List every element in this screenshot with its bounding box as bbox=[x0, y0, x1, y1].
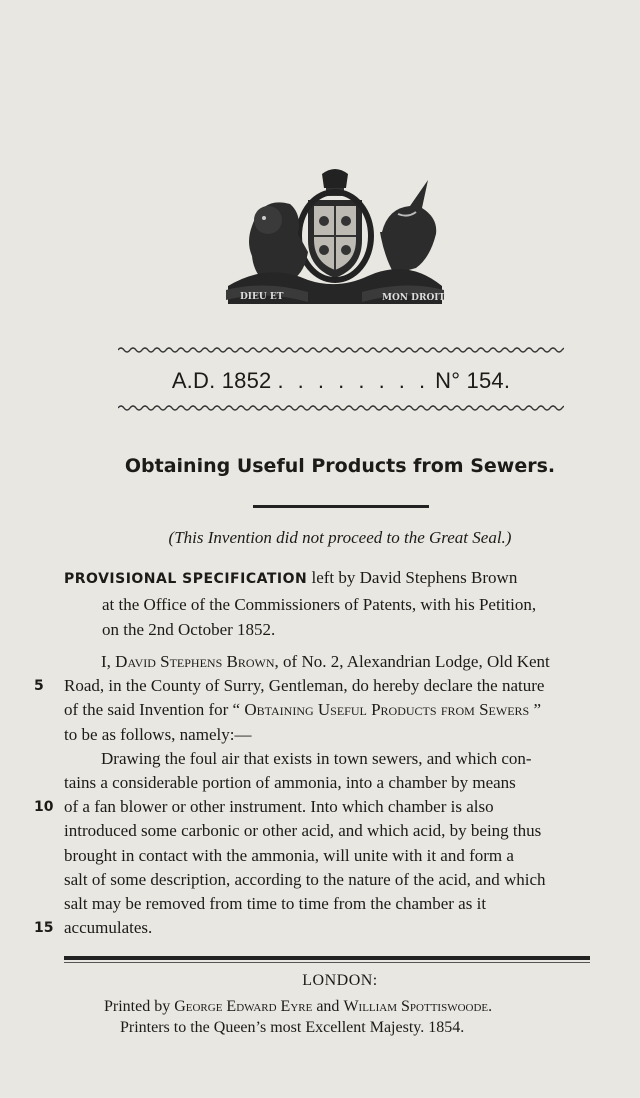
motto-left: DIEU ET bbox=[240, 292, 284, 302]
body-line: salt may be removed from time to time from the chamber as it bbox=[64, 893, 487, 913]
provisional-specification-header bbox=[64, 565, 590, 642]
footer-rule-thin bbox=[64, 962, 590, 963]
title-rule bbox=[253, 505, 429, 508]
patent-number: N° 154. bbox=[435, 368, 511, 393]
body-line: salt of some description, according to the nature of the acid, and which bbox=[64, 869, 546, 889]
body-line: Drawing the foul air that exists in town sewers, and which con- bbox=[101, 748, 532, 768]
document-title: Obtaining Useful Products from Sewers. bbox=[124, 455, 556, 477]
body-line: 15 accumulates. bbox=[64, 916, 590, 940]
body-line: brought in contact with the ammonia, will unite with it and form a bbox=[64, 845, 514, 865]
specification-body bbox=[34, 650, 590, 940]
imprint-city: LONDON: bbox=[302, 972, 378, 989]
provisional-lead: PROVISIONAL SPECIFICATION bbox=[64, 571, 308, 587]
printer-name-2: William Spottiswoode bbox=[343, 998, 489, 1015]
date-number-line bbox=[118, 368, 564, 394]
line-number: 5 bbox=[34, 678, 44, 695]
body-line: tains a considerable portion of ammonia, into a chamber by means bbox=[64, 772, 516, 792]
royal-coat-of-arms-icon bbox=[222, 166, 448, 308]
body-line: to be as follows, namely:— bbox=[64, 724, 252, 744]
provisional-line2: at the Office of the Commissioners of Patents, with his Petition, bbox=[102, 595, 537, 614]
body-line: I, David Stephens Brown, of No. 2, Alexandrian Lodge, Old Kent bbox=[101, 652, 550, 671]
printer-line1: Printed by George Edward Eyre and William Spottiswoode. bbox=[104, 998, 493, 1015]
body-line: introduced some carbonic or other acid, and which acid, by being thus bbox=[64, 821, 542, 841]
motto-right: MON DROIT bbox=[382, 293, 446, 303]
provisional-line3: on the 2nd October 1852. bbox=[102, 620, 276, 639]
printer-line2: Printers to the Queen’s most Excellent Majesty. 1854. bbox=[120, 1019, 465, 1036]
invention-title-inline: Obtaining Useful Products from Sewers bbox=[244, 700, 530, 720]
printer-imprint bbox=[104, 996, 624, 1038]
inventor-name: David Stephens Brown bbox=[115, 652, 275, 671]
leader-dots: . . . . . . . . bbox=[277, 368, 430, 393]
body-line: 5 Road, in the County of Surry, Gentleman, do hereby declare the nature bbox=[64, 674, 590, 698]
printer-name-1: George Edward Eyre bbox=[174, 998, 313, 1015]
great-seal-note: (This Invention did not proceed to the Great Seal.) bbox=[168, 528, 512, 547]
patent-year: A.D. 1852 bbox=[171, 368, 272, 393]
body-line: of the said Invention for “ Obtaining Useful Products from Sewers ” bbox=[64, 700, 541, 720]
line-number: 15 bbox=[34, 920, 54, 937]
line-number: 10 bbox=[34, 799, 54, 816]
body-line: 10 of a fan blower or other instrument. Into which chamber is also bbox=[64, 795, 590, 819]
wavy-rule-bottom bbox=[118, 404, 564, 412]
wavy-rule-top bbox=[118, 346, 564, 354]
provisional-line1: left by David Stephens Brown bbox=[311, 568, 518, 587]
footer-rule bbox=[64, 956, 590, 960]
